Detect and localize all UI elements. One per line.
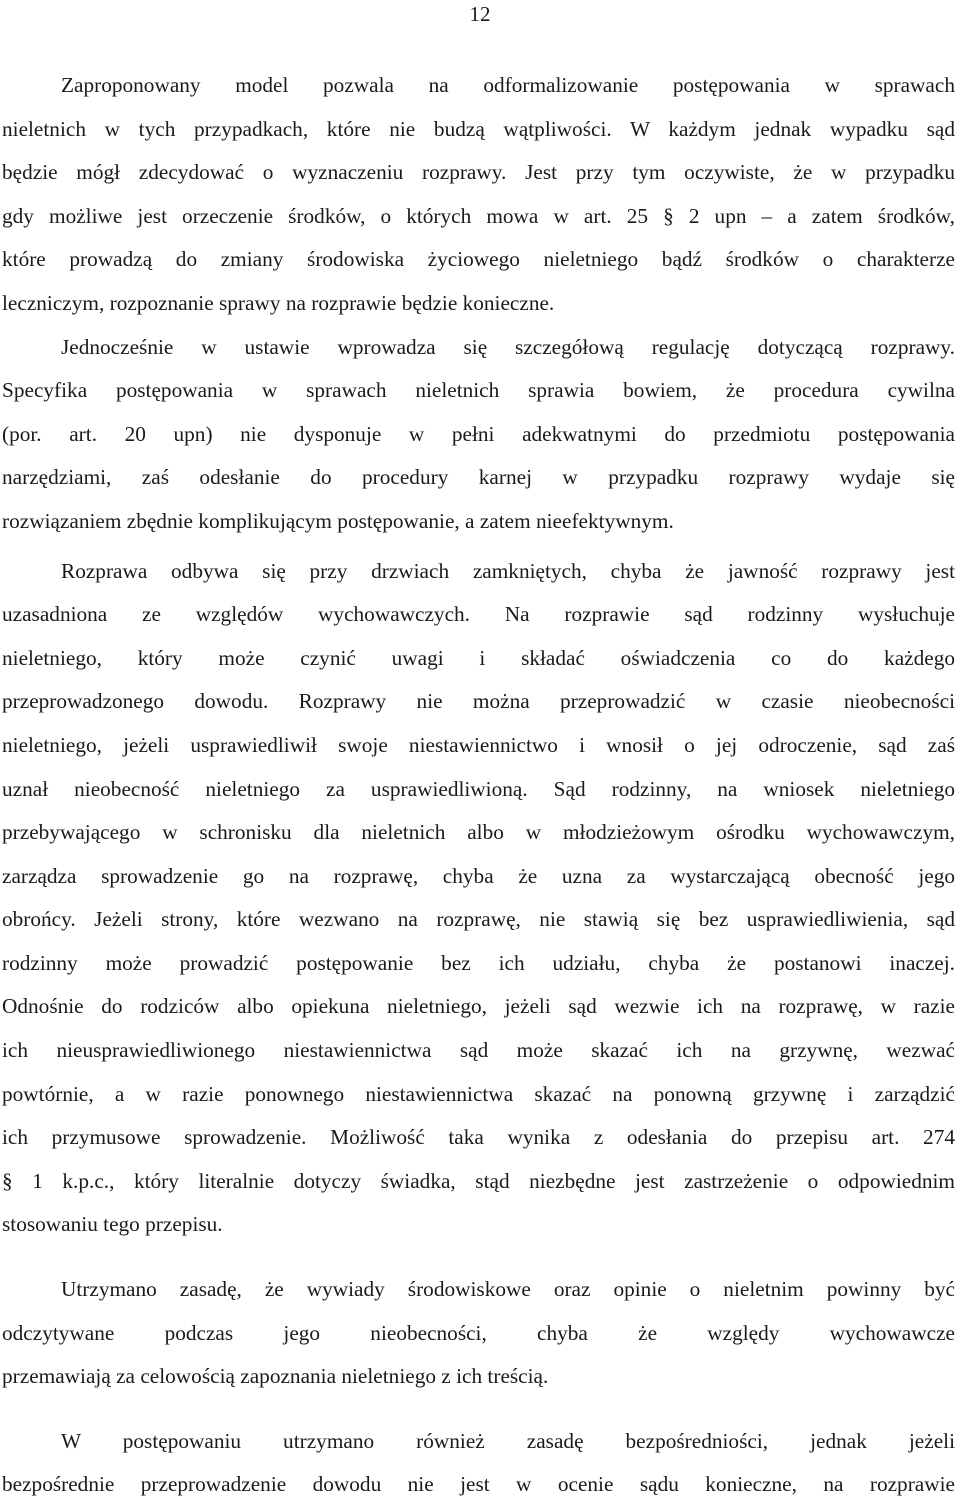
document-body: [2, 64, 955, 1507]
text-line: nieletniego, jeżeli usprawiedliwił swoje niestawiennictwo i wnosił o jej odroczenie, sąd zaś: [2, 732, 955, 757]
paragraph-5: [2, 1420, 955, 1507]
text-line: które prowadzą do zmiany środowiska życiowego nieletniego bądź środków o charakterze: [2, 247, 955, 272]
text-line: Jednocześnie w ustawie wprowadza się szczegółową regulację dotyczącą rozprawy.: [61, 334, 955, 359]
text-line: uznał nieobecność nieletniego za usprawiedliwioną. Sąd rodzinny, na wniosek nieletniego: [2, 776, 955, 801]
text-line: rozwiązaniem zbędnie komplikującym postępowanie, a zatem nieefektywnym.: [2, 508, 674, 533]
text-line: gdy możliwe jest orzeczenie środków, o których mowa w art. 25 § 2 upn – a zatem środków,: [2, 203, 955, 228]
page-number: 12: [469, 2, 491, 26]
text-line: § 1 k.p.c., który literalnie dotyczy świadka, stąd niezbędne jest zastrzeżenie o odpowiednim: [2, 1168, 955, 1193]
text-line: nieletnich w tych przypadkach, które nie budzą wątpliwości. W każdym jednak wypadku sąd: [2, 116, 955, 141]
text-line: przeprowadzonego dowodu. Rozprawy nie można przeprowadzić w czasie nieobecności: [2, 689, 955, 714]
text-line: Utrzymano zasadę, że wywiady środowiskowe oraz opinie o nieletnim powinny być: [61, 1277, 955, 1302]
text-line: Specyfika postępowania w sprawach nieletnich sprawia bowiem, że procedura cywilna: [2, 378, 955, 403]
text-line: (por. art. 20 upn) nie dysponuje w pełni adekwatnymi do przedmiotu postępowania: [2, 421, 955, 446]
text-line: ich przymusowe sprowadzenie. Możliwość taka wynika z odesłania do przepisu art. 274: [2, 1125, 955, 1150]
text-line: nieletniego, który może czynić uwagi i składać oświadczenia co do każdego: [2, 645, 955, 670]
paragraph-1: [2, 64, 955, 326]
paragraph-3: [2, 550, 955, 1248]
text-line: ich nieusprawiedliwionego niestawiennictwa sąd może skazać ich na grzywnę, wezwać: [2, 1038, 955, 1063]
text-line: bezpośrednie przeprowadzenie dowodu nie jest w ocenie sądu konieczne, na rozprawie: [2, 1472, 955, 1497]
text-line: leczniczym, rozpoznanie sprawy na rozprawie będzie konieczne.: [2, 290, 555, 315]
text-line: Zaproponowany model pozwala na odformalizowanie postępowania w sprawach: [61, 73, 955, 97]
text-line: obrońcy. Jeżeli strony, które wezwano na rozprawę, nie stawią się bez usprawiedliwienia, sąd: [2, 907, 955, 932]
text-line: zarządza sprowadzenie go na rozprawę, chyba że uzna za wystarczającą obecność jego: [2, 863, 955, 888]
paragraph-2: [2, 326, 955, 544]
text-line: odczytywane podczas jego nieobecności, chyba że względy wychowawcze: [2, 1320, 955, 1345]
text-line: powtórnie, a w razie ponownego niestawiennictwa skazać na ponowną grzywnę i zarządzić: [2, 1081, 955, 1106]
text-line: przebywającego w schronisku dla nieletnich albo w młodzieżowym ośrodku wychowawczym,: [2, 820, 955, 845]
text-line: rodzinny może prowadzić postępowanie bez ich udziału, chyba że postanowi inaczej.: [2, 950, 955, 975]
text-line: narzędziami, zaś odesłanie do procedury karnej w przypadku rozprawy wydaje się: [2, 465, 955, 490]
text-line: przemawiają za celowością zapoznania nieletniego z ich treścią.: [2, 1364, 549, 1389]
text-line: stosowaniu tego przepisu.: [2, 1212, 223, 1237]
text-line: będzie mógł zdecydować o wyznaczeniu rozprawy. Jest przy tym oczywiste, że w przypadku: [2, 160, 955, 185]
paragraph-4: [2, 1268, 955, 1399]
text-line: W postępowaniu utrzymano również zasadę bezpośredniości, jednak jeżeli: [61, 1428, 955, 1453]
text-line: Rozprawa odbywa się przy drzwiach zamkniętych, chyba że jawność rozprawy jest: [61, 558, 955, 583]
text-line: Odnośnie do rodziców albo opiekuna nieletniego, jeżeli sąd wezwie ich na rozprawę, w razie: [2, 994, 955, 1019]
text-line: uzasadniona ze względów wychowawczych. Na rozprawie sąd rodzinny wysłuchuje: [2, 602, 955, 627]
